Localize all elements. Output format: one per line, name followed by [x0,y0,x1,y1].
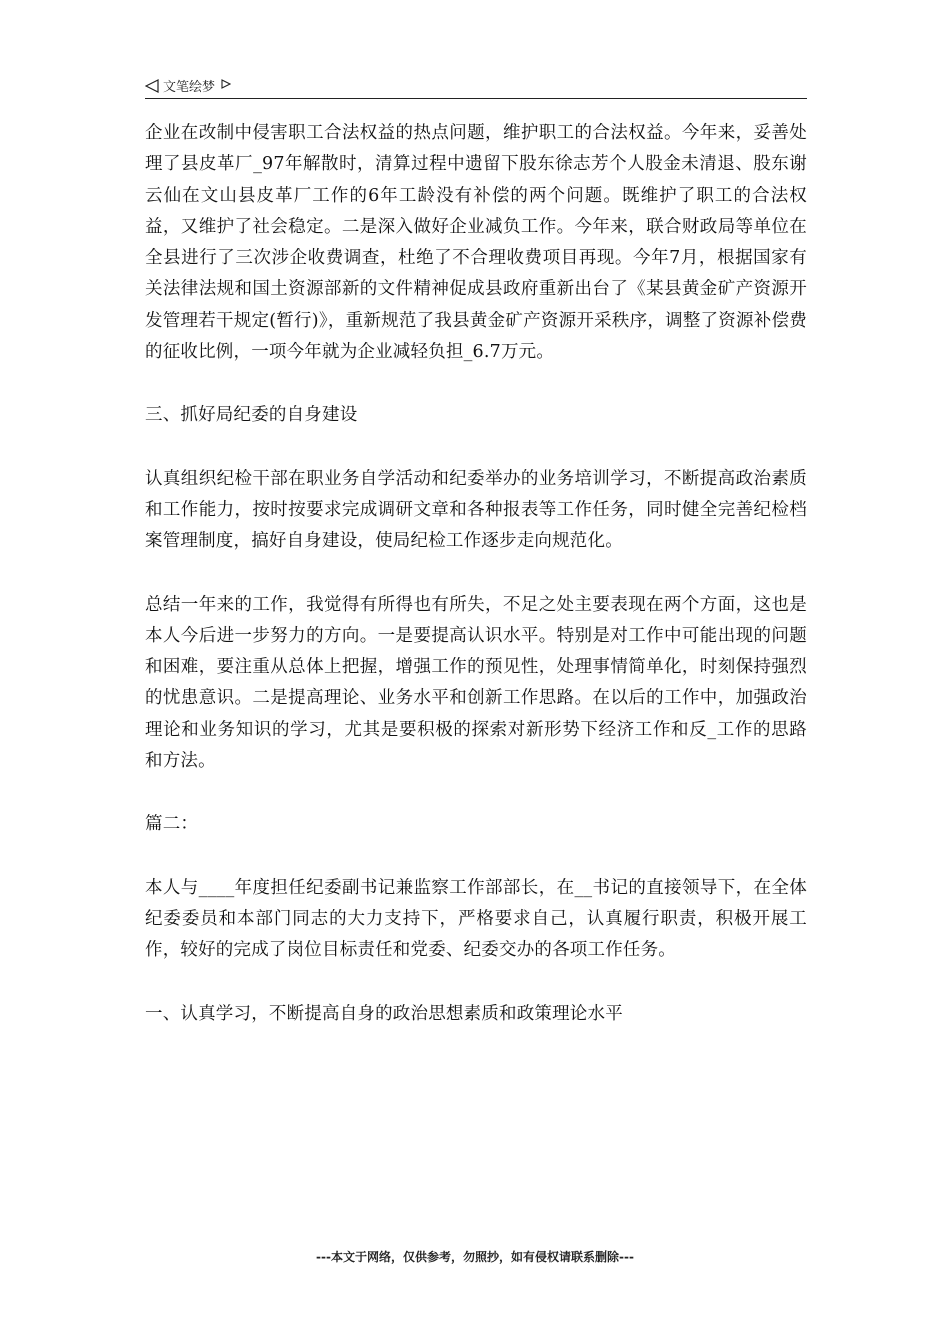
header-brand [145,76,231,95]
page-header [145,72,807,99]
document-body [145,118,807,1030]
triangle-right-icon [221,79,231,89]
paragraph-4: 本人与____年度担任纪委副书记兼监察工作部部长，在__书记的直接领导下，在全体纪委委员和本部门同志的大力支持下，严格要求自己，认真履行职责，积极开展工作，较好的完成了岗位目标责任和党委、纪委交办的各项工作任务。 [145,877,807,961]
paragraph-1: 企业在改制中侵害职工合法权益的热点问题，维护职工的合法权益。今年来，妥善处理了县皮革厂_97年解散时，清算过程中遗留下股东徐志芳个人股金未清退、股东谢云仙在文山县皮革厂工作的6年工龄没有补偿的两个问题。既维护了职工的合法权益，又维护了社会稳定。二是深入做好企业减负工作。今年来，联合财政局等单位在全县进行了三次涉企收费调查，杜绝了不合理收费项目再现。今年7月，根据国家有关法律法规和国土资源部新的文件精神促成县政府重新出台了《某县黄金矿产资源开发管理若干规定(暂行)》，重新规范了我县黄金矿产资源开采秩序，调整了资源补偿费的征收比例，一项今年就为企业减轻负担_6.7万元。 [145,123,807,363]
triangle-left-icon [145,79,159,93]
section-heading-1: 一、认真学习，不断提高自身的政治思想素质和政策理论水平 [145,1003,623,1024]
section-heading-3: 三、抓好局纪委的自身建设 [145,405,358,426]
part-two-heading: 篇二： [145,814,199,835]
header-brand-text: 文笔绘梦 [163,80,216,95]
paragraph-2: 认真组织纪检干部在职业务自学活动和纪委举办的业务培训学习，不断提高政治素质和工作能力，按时按要求完成调研文章和各种报表等工作任务，同时健全完善纪检档案管理制度，搞好自身建设，使局纪检工作逐步走向规范化。 [145,468,807,552]
paragraph-3: 总结一年来的工作，我觉得有所得也有所失，不足之处主要表现在两个方面，这也是本人今后进一步努力的方向。一是要提高认识水平。特别是对工作中可能出现的问题和困难，要注重从总体上把握，增强工作的预见性，处理事情简单化，时刻保持强烈的忧患意识。二是提高理论、业务水平和创新工作思路。在以后的工作中，加强政治理论和业务知识的学习，尤其是要积极的探索对新形势下经济工作和反_工作的思路和方法。 [145,594,807,772]
footer-disclaimer: ---本文于网络，仅供参考，勿照抄，如有侵权请联系删除--- [316,1250,634,1264]
